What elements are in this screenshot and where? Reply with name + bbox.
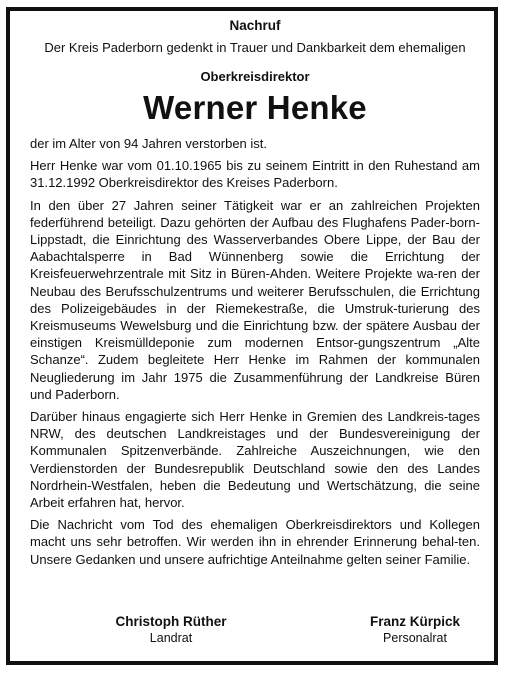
deceased-name: Werner Henke <box>143 89 367 126</box>
paragraph-engagement: Darüber hinaus engagierte sich Herr Henke in Gremien des Landkreis-tages NRW, des deutschen Landkreistages und der Bundesvereinigung der Kommunalen Spitzenverbände. Zahlreiche Auszeichnungen, wie den Verdienstorden der Bundesrepublik Deutschland sowie den des Landes Nordrhein-Westfalen, heben die Bedeutung und Wertschätzung, die seine Arbeit erfahren hat, hervor. <box>30 409 480 511</box>
signatory-right <box>320 613 510 646</box>
paragraph-condolence: Die Nachricht vom Tod des ehemaligen Oberkreisdirektors und Kollegen macht uns sehr betroffen. Wir werden ihn in ehrender Erinnerung behal-ten. Unsere Gedanken und unsere aufrichtige Anteilnahme gelten seiner Familie. <box>30 517 480 567</box>
deceased-title: Oberkreisdirektor <box>200 69 310 84</box>
obituary-notice <box>6 7 498 665</box>
signatory-role: Landrat <box>149 631 193 645</box>
signatory-role: Personalrat <box>383 631 447 645</box>
obituary-content <box>10 11 494 661</box>
signature-block <box>30 613 480 647</box>
paragraph-age: der im Alter von 94 Jahren verstorben ist. <box>30 136 268 151</box>
notice-intro: Der Kreis Paderborn gedenkt in Trauer und Dankbarkeit dem ehemaligen <box>44 40 466 55</box>
signatory-left <box>76 613 266 646</box>
paragraph-projects: In den über 27 Jahren seiner Tätigkeit war er an zahlreichen Projekten federführend beteiligt. Dazu gehörten der Aufbau des Flughafens Pader-born-Lippstadt, die Einrichtung des Wasserverbandes Obere Lippe, der Bau der Aabachtalsperre in Bad Wünnenberg sowie die Errichtung der Kreisfeuerwehrzentrale mit Sitz in Büren-Ahden. Weitere Projekte wa-ren der Neubau des Berufsschulzentrums und weiterer Berufsschulen, die Errichtung des Polizeigebäudes in der Riemekestraße, die Umstruk-turierung des Kreismuseums Wewelsburg und die Einrichtung bzw. der spätere Ausbau der einstigen Kreismülldeponie zum modernen Entsor-gungszentrum „Alte Schanze“. Zudem begleitete Herr Henke im Rahmen der kommunalen Neugliederung im Jahr 1975 die Zusammenführung der Landkreise Büren und Paderborn. <box>30 197 480 402</box>
paragraph-tenure: Herr Henke war vom 01.10.1965 bis zu seinem Eintritt in den Ruhestand am 31.12.1992 Oberkreisdirektor des Kreises Paderborn. <box>30 158 480 191</box>
signatory-name: Franz Kürpick <box>369 614 461 629</box>
notice-heading: Nachruf <box>229 18 281 33</box>
signatory-name: Christoph Rüther <box>115 614 227 629</box>
